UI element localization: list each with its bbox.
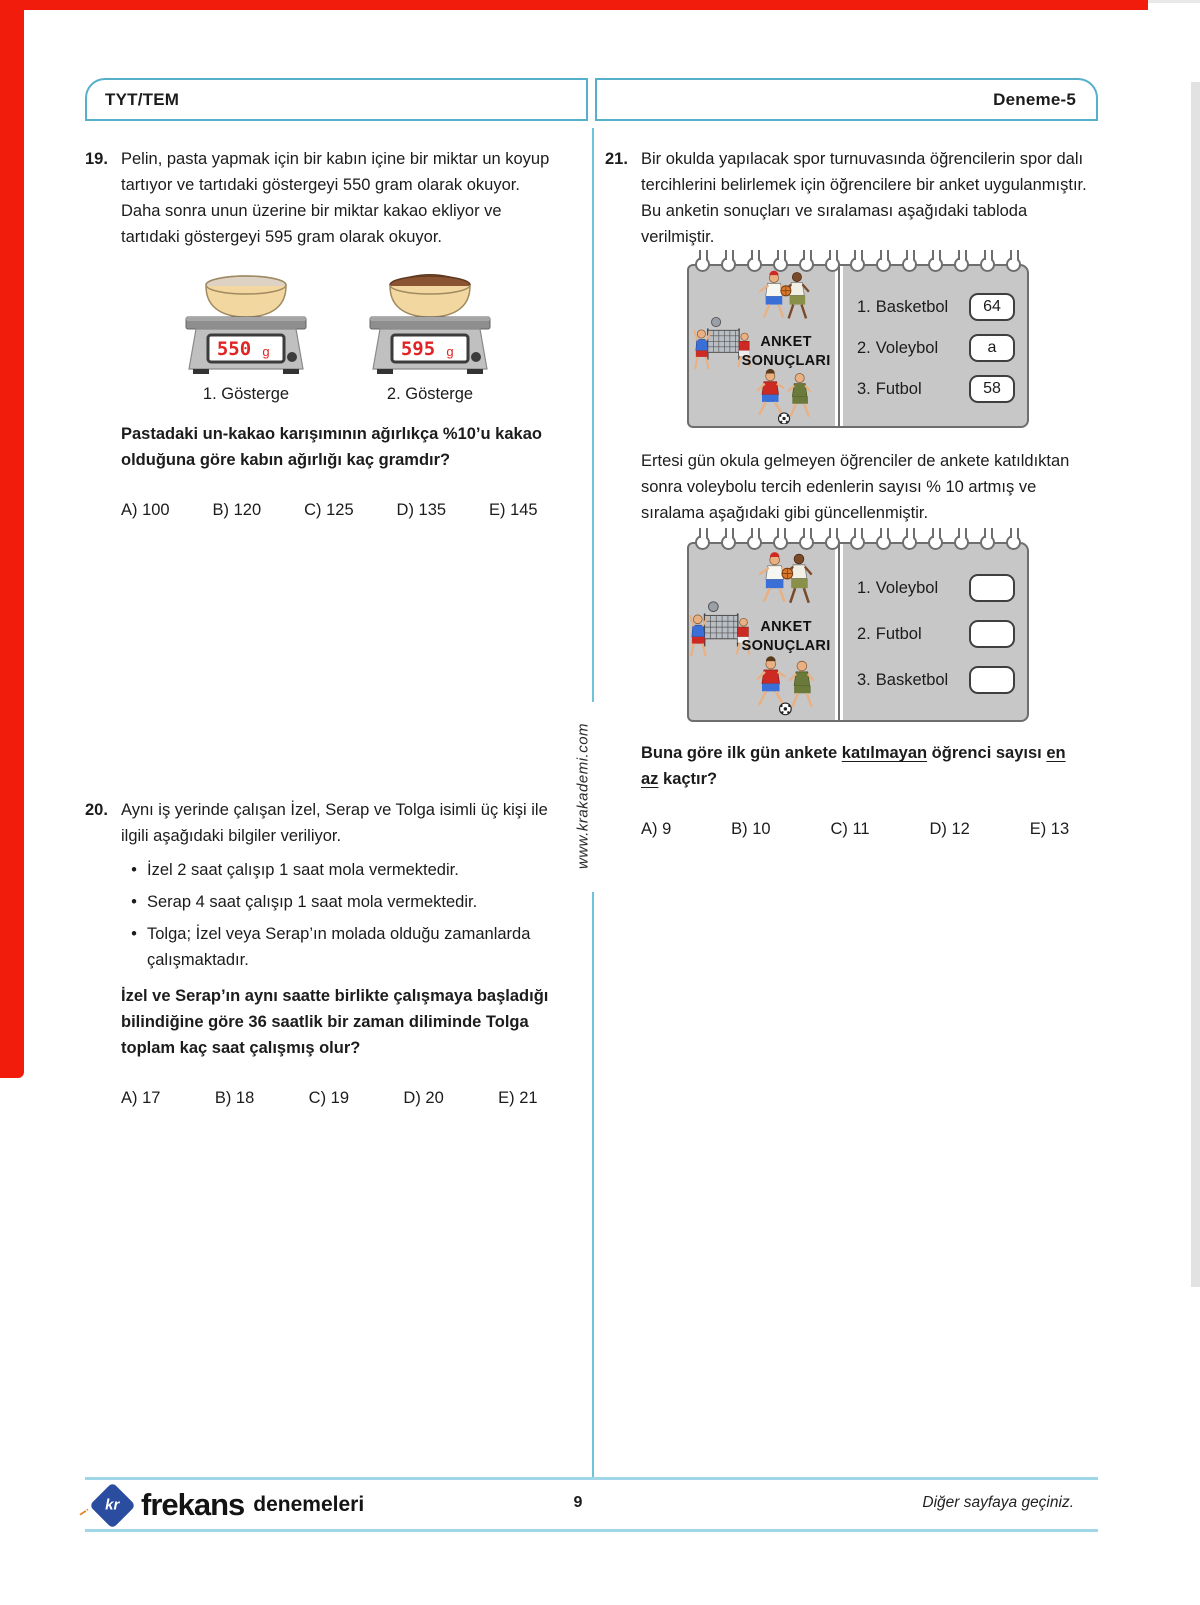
- page-edge-gray-right: [1191, 82, 1200, 1287]
- question-21-prompt: Buna göre ilk gün ankete katılmayan öğrenci sayısı en az kaçtır?: [641, 744, 1066, 788]
- scale-2: [354, 264, 506, 407]
- note-tear-divider: [835, 266, 843, 426]
- question-20-text: Aynı iş yerinde çalışan İzel, Serap ve Tolga isimli üç kişi ile ilgili aşağıdaki bilgiler veriliyor.: [121, 801, 548, 845]
- choice-a: A) 100: [121, 501, 170, 519]
- ranking-row: 2. Voleybol a: [857, 334, 1015, 362]
- page-edge-red-top: [0, 0, 1148, 10]
- bullet-item: • Serap 4 saat çalışıp 1 saat mola vermektedir.: [121, 889, 555, 915]
- choice-a: A) 17: [121, 1089, 161, 1107]
- punch-hole-icon: [876, 257, 891, 272]
- bullet-item: • İzel 2 saat çalışıp 1 saat mola vermektedir.: [121, 857, 555, 883]
- question-21-text: Bir okulda yapılacak spor turnuvasında öğrencilerin spor dalı tercihlerini belirlemek için öğrencilere bir anket uygulanmıştır. Bu anketin sonuçları ve sıralaması aşağıdaki tabloda verilmiştir.: [641, 150, 1087, 246]
- punch-hole-icon: [721, 535, 736, 550]
- question-21: [605, 146, 1087, 842]
- survey-results-note-2: [687, 542, 1029, 722]
- column-divider-bottom: [592, 892, 594, 1479]
- punch-hole-icon: [825, 257, 840, 272]
- question-20: [85, 797, 555, 1111]
- ranking-row: 1. Basketbol 64: [857, 293, 1015, 321]
- ranking-row: 2. Futbol: [857, 620, 1015, 648]
- question-19-text: Pelin, pasta yapmak için bir kabın içine bir miktar un koyup tartıyor ve tartıdaki göstergeyi 550 gram olarak okuyor. Daha sonra unun üzerine bir miktar kakao ekliyor ve tartıdaki göstergeyi 595 gram olarak okuyor.: [121, 150, 550, 246]
- question-20-number: 20.: [85, 801, 108, 819]
- bullet-item: • Tolga; İzel veya Serap’ın molada olduğu zamanlarda çalışmaktadır.: [121, 921, 555, 973]
- page-number: 9: [573, 1494, 583, 1511]
- question-19-choices: [121, 497, 538, 523]
- punch-hole-icon: [928, 257, 943, 272]
- bullet-icon: •: [131, 861, 137, 879]
- question-19: [85, 146, 555, 523]
- choice-e: E) 13: [1029, 820, 1070, 838]
- scale-1-display-value: 550: [216, 338, 252, 360]
- punch-hole-icon: [799, 535, 814, 550]
- scale-2-label: 2. Gösterge: [386, 385, 474, 403]
- choice-e: E) 145: [489, 501, 538, 519]
- ranking-row: 3. Basketbol: [857, 666, 1015, 694]
- value-box: 58: [969, 375, 1015, 403]
- ranking-row: 1. Voleybol: [857, 574, 1015, 602]
- scale-1-display-unit: g: [262, 344, 270, 359]
- kr-diamond-logo-icon: kr i: [89, 1482, 136, 1529]
- choice-e: E) 21: [498, 1089, 538, 1107]
- page-edge-red-left: [0, 0, 24, 1078]
- bullet-icon: •: [131, 925, 137, 943]
- kitchen-scale-icon: [170, 264, 322, 376]
- question-21-number: 21.: [605, 150, 628, 168]
- choice-d: D) 20: [403, 1089, 444, 1107]
- punch-hole-icon: [1006, 535, 1021, 550]
- value-box: 64: [969, 293, 1015, 321]
- punch-hole-icon: [980, 535, 995, 550]
- punch-hole-icon: [747, 257, 762, 272]
- scale-1: [170, 264, 322, 407]
- scale-1-label: 1. Gösterge: [202, 385, 290, 403]
- scales-figure: [121, 264, 555, 407]
- underlined-word: katılmayan: [841, 744, 928, 762]
- survey-illustration-panel: [689, 544, 835, 720]
- question-19-prompt: Pastadaki un-kakao karışımının ağırlıkça %10’u kakao olduğuna göre kabın ağırlığı kaç gramdır?: [121, 425, 542, 469]
- publisher-logo: [77, 1481, 365, 1529]
- bullet-icon: •: [131, 893, 137, 911]
- exam-type-title: TYT/TEM: [105, 89, 180, 109]
- choice-c: C) 19: [308, 1089, 350, 1107]
- column-divider-top: [592, 128, 594, 702]
- survey-results-note-1: [687, 264, 1029, 428]
- header-left-box: [85, 78, 588, 121]
- choice-b: B) 18: [214, 1089, 255, 1107]
- punch-hole-icon: [928, 535, 943, 550]
- choice-d: D) 12: [929, 820, 970, 838]
- question-21-choices: [641, 816, 1069, 842]
- punch-hole-icon: [902, 257, 917, 272]
- empty-value-box: [969, 574, 1015, 602]
- punch-hole-icon: [695, 535, 710, 550]
- question-19-number: 19.: [85, 150, 108, 168]
- kitchen-scale-icon: [354, 264, 506, 376]
- empty-value-box: [969, 620, 1015, 648]
- page-edge-gray-topline: [1148, 0, 1200, 3]
- value-box: a: [969, 334, 1015, 362]
- choice-b: B) 10: [731, 820, 771, 838]
- survey-illustration-panel: [689, 266, 835, 426]
- exam-number-title: Deneme-5: [993, 89, 1076, 109]
- survey-ranking-list: [843, 266, 1027, 426]
- spiral-holes: [695, 535, 1021, 550]
- brand-name: frekans: [141, 1487, 245, 1522]
- punch-hole-icon: [695, 257, 710, 272]
- footer-top-rule: [85, 1477, 1098, 1480]
- header-right-box: [595, 78, 1098, 121]
- choice-d: D) 135: [396, 501, 447, 519]
- punch-hole-icon: [773, 257, 788, 272]
- punch-hole-icon: [876, 535, 891, 550]
- punch-hole-icon: [825, 535, 840, 550]
- question-20-choices: [121, 1085, 538, 1111]
- punch-hole-icon: [773, 535, 788, 550]
- choice-a: A) 9: [641, 820, 672, 838]
- choice-c: C) 125: [304, 501, 354, 519]
- punch-hole-icon: [954, 535, 969, 550]
- website-watermark: www.krakademi.com: [574, 722, 592, 870]
- ranking-row: 3. Futbol 58: [857, 375, 1015, 403]
- punch-hole-icon: [850, 535, 865, 550]
- question-20-prompt: İzel ve Serap’ın aynı saatte birlikte çalışmaya başladığı bilindiğine göre 36 saatlik bir zaman diliminde Tolga toplam kaç saat çalışmış olur?: [121, 987, 549, 1057]
- underlined-word: en az: [641, 744, 1066, 788]
- punch-hole-icon: [850, 257, 865, 272]
- survey-ranking-list: [843, 544, 1027, 720]
- spiral-holes: [695, 257, 1021, 272]
- punch-hole-icon: [902, 535, 917, 550]
- brand-suffix: denemeleri: [253, 1493, 365, 1516]
- choice-b: B) 120: [212, 501, 262, 519]
- punch-hole-icon: [747, 535, 762, 550]
- scale-2-display-value: 595: [400, 338, 436, 360]
- survey-title: ANKET SONUÇLARI: [741, 334, 831, 370]
- question-21-middle-text: Ertesi gün okula gelmeyen öğrenciler de ankete katıldıktan sonra voleybolu tercih edenlerin sayısı % 10 artmış ve sıralama aşağıdaki gibi güncellenmiştir.: [641, 452, 1070, 522]
- footer-bottom-rule: [85, 1529, 1098, 1532]
- choice-c: C) 11: [830, 820, 870, 838]
- punch-hole-icon: [980, 257, 995, 272]
- punch-hole-icon: [721, 257, 736, 272]
- note-tear-divider: [835, 544, 843, 720]
- empty-value-box: [969, 666, 1015, 694]
- scale-2-display-unit: g: [446, 344, 454, 359]
- next-page-note: Diğer sayfaya geçiniz.: [922, 1494, 1074, 1511]
- punch-hole-icon: [954, 257, 969, 272]
- logo-accent-mark: i: [77, 1505, 91, 1519]
- survey-title: ANKET SONUÇLARI: [741, 618, 831, 654]
- punch-hole-icon: [1006, 257, 1021, 272]
- punch-hole-icon: [799, 257, 814, 272]
